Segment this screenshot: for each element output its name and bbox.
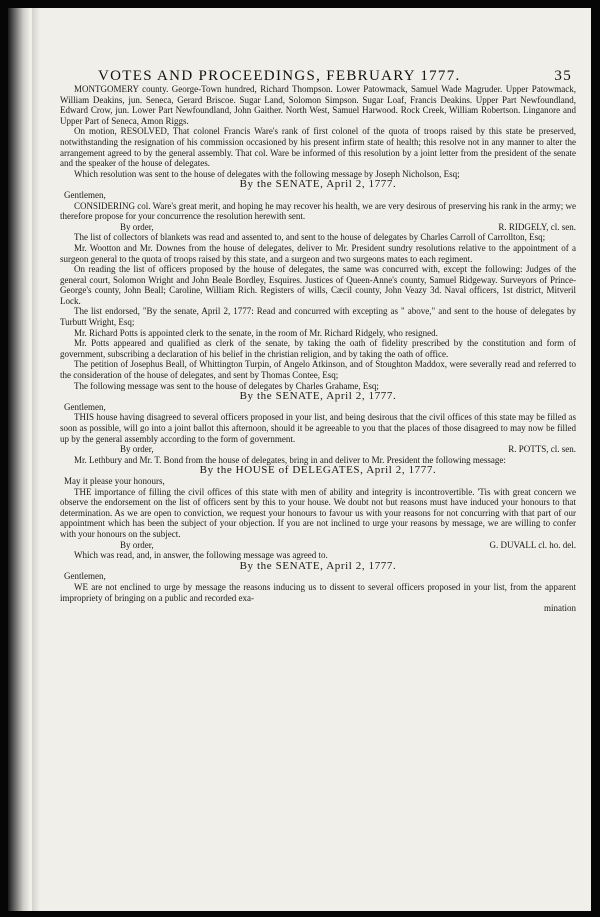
delegates-heading: By the HOUSE of DELEGATES, April 2, 1777. [199, 464, 437, 477]
paragraph-importance: THE importance of filling the civil offices of this state with men of ability and integrity is incontrovertible. 'Tis with great concern we observe the endorsement on the list of officers sent by this to your house. We doubt not but reasons must have induced your honours to that determination. As we are open to conviction, we request your honours to favour us with your reasons for not concurring with that part of our appointment which has been the subject of your objection. If you are not inclined to urge your reasons by message, we are willing to confer with your honours on the subject. [60, 486, 576, 539]
paragraph-potts-qualified: Mr. Potts appeared and qualified as clerk of the senate, by taking the oath of fidelity prescribed by the constitution and form of government, subscribing a declaration of his belief in the christian religion, and by taking the oath of office. [60, 338, 576, 359]
paragraph-officers-list: On reading the list of officers proposed by the house of delegates, the same was concurred with, except the following: Judges of the general court, Solomon Wright and John Beale Bordley, Esquires. Justices of Queen-Anne's county, Samuel Ridgeway. Surveyors of Prince-George's county, John Beall; Caroline, William Rich. Registers of wills, Cæcil county, John Veazy 3d. Naval officers, 1st district, Mitveril Lock. [60, 264, 576, 306]
paragraph-petition: The petition of Josephus Beall, of Whittington Turpin, of Angelo Atkinson, and of Stoughton Maddox, were severally read and referred to the consideration of the house of delegates, and sent by Thomas Contee, Esq; [60, 359, 576, 381]
paragraph-list-endorsed: The list endorsed, "By the senate, April 2, 1777: Read and concurred with excepting as " above," and sent to the house of delegates by Turbutt Wright, Esq; [60, 306, 576, 328]
salutation-2: Gentlemen, [64, 401, 106, 412]
paragraph-we-are-not: WE are not enclined to urge by message the reasons inducing us to dissent to several officers proposed in your list, from the apparent impropriety of bringing on a public and recorded exa- [60, 581, 576, 603]
paragraph-montgomery: MONTGOMERY county. George-Town hundred, Richard Thompson. Lower Patowmack, Samuel Wade Magruder. Upper Patowmack, William Deakins, jun. Seneca, Gerard Briscoe. Sugar Land, Solomon Simpson. Sugar Loaf, Francis Deakins. Upper Part Newfoundland, Edward Crow, jun. Lower Part Newfoundland, John Gaither. North West, Samuel Harwood. Rock Creek, William Robertson. Linganore and Upper Part of Seneca, Amon Riggs. [60, 84, 576, 126]
page-body [60, 84, 576, 614]
running-title: VOTES AND PROCEEDINGS, FEBRUARY 1777. [98, 68, 461, 84]
paragraph-considering: CONSIDERING col. Ware's great merit, and hoping he may recover his health, we are very desirous of preserving his rank in the army; we therefore propose for your concurrence the resolution herewith sent. [60, 200, 576, 222]
paragraph-wootton: Mr. Wootton and Mr. Downes from the house of delegates, deliver to Mr. President sundry resolutions relative to the appointment of a surgeon general to the quota of troops raised by this state, and a surgeon and two surgeons mates to each regiment. [60, 242, 576, 264]
salutation-honours: May it please your honours, [64, 475, 165, 486]
signature-duvall [60, 540, 576, 551]
signature-ridgely [60, 222, 576, 233]
paragraph-message-grahame: The following message was sent to the house of delegates by Charles Grahame, Esq; [74, 380, 379, 391]
binding-gutter [8, 8, 30, 911]
by-order-label: By order, [120, 221, 154, 232]
page-number: 35 [554, 68, 572, 84]
by-order-label: By order, [120, 444, 154, 455]
by-order-label: By order, [120, 539, 154, 550]
paragraph-lethbury: Mr. Lethbury and Mr. T. Bond from the house of delegates, bring in and deliver to Mr. President the following message: [74, 454, 506, 465]
salutation-3: Gentlemen, [64, 571, 106, 582]
catchword: mination [544, 603, 576, 614]
paragraph-answer: Which was read, and, in answer, the following message was agreed to. [74, 550, 328, 561]
scanned-page [8, 8, 591, 911]
signer-ridgely: R. RIDGELY, cl. sen. [498, 221, 576, 232]
senate-heading-1: By the SENATE, April 2, 1777. [239, 178, 397, 191]
signer-potts: R. POTTS, cl. sen. [508, 444, 576, 455]
signature-potts [60, 444, 576, 455]
paragraph-resolution-sent: Which resolution was sent to the house of delegates with the following message by Joseph Nicholson, Esq; [74, 168, 460, 179]
signer-duvall: G. DUVALL cl. ho. del. [489, 539, 576, 550]
paragraph-collectors: The list of collectors of blankets was read and assented to, and sent to the house of delegates by Charles Carroll of Carrollton, Esq; [74, 232, 546, 243]
page-fold-shadow [32, 8, 40, 911]
paragraph-potts-appointed: Mr. Richard Potts is appointed clerk to the senate, in the room of Mr. Richard Ridgely, who resigned. [74, 327, 438, 338]
paragraph-this-house: THIS house having disagreed to several officers proposed in your list, and being desirous that the civil offices of this state may be filled as soon as possible, will go into a joint ballot this afternoon, should it be agreeable to you that the places of those disagreed to may now be filled up by the general assembly according to the form of government. [60, 412, 576, 444]
senate-heading-3: By the SENATE, April 2, 1777. [239, 559, 397, 572]
salutation-1: Gentlemen, [64, 189, 106, 200]
paragraph-resolved: On motion, RESOLVED, That colonel Francis Ware's rank of first colonel of the quota of troops raised by this state be preserved, notwithstanding the resignation of his commission occasioned by his present infirm state of health; this resolve not in any manner to alter the arrangement agreed to by the general assembly. That col. Ware be informed of this resolution by a joint letter from the president of the senate and the speaker of the house of delegates. [60, 126, 576, 169]
senate-heading-2: By the SENATE, April 2, 1777. [239, 390, 397, 403]
